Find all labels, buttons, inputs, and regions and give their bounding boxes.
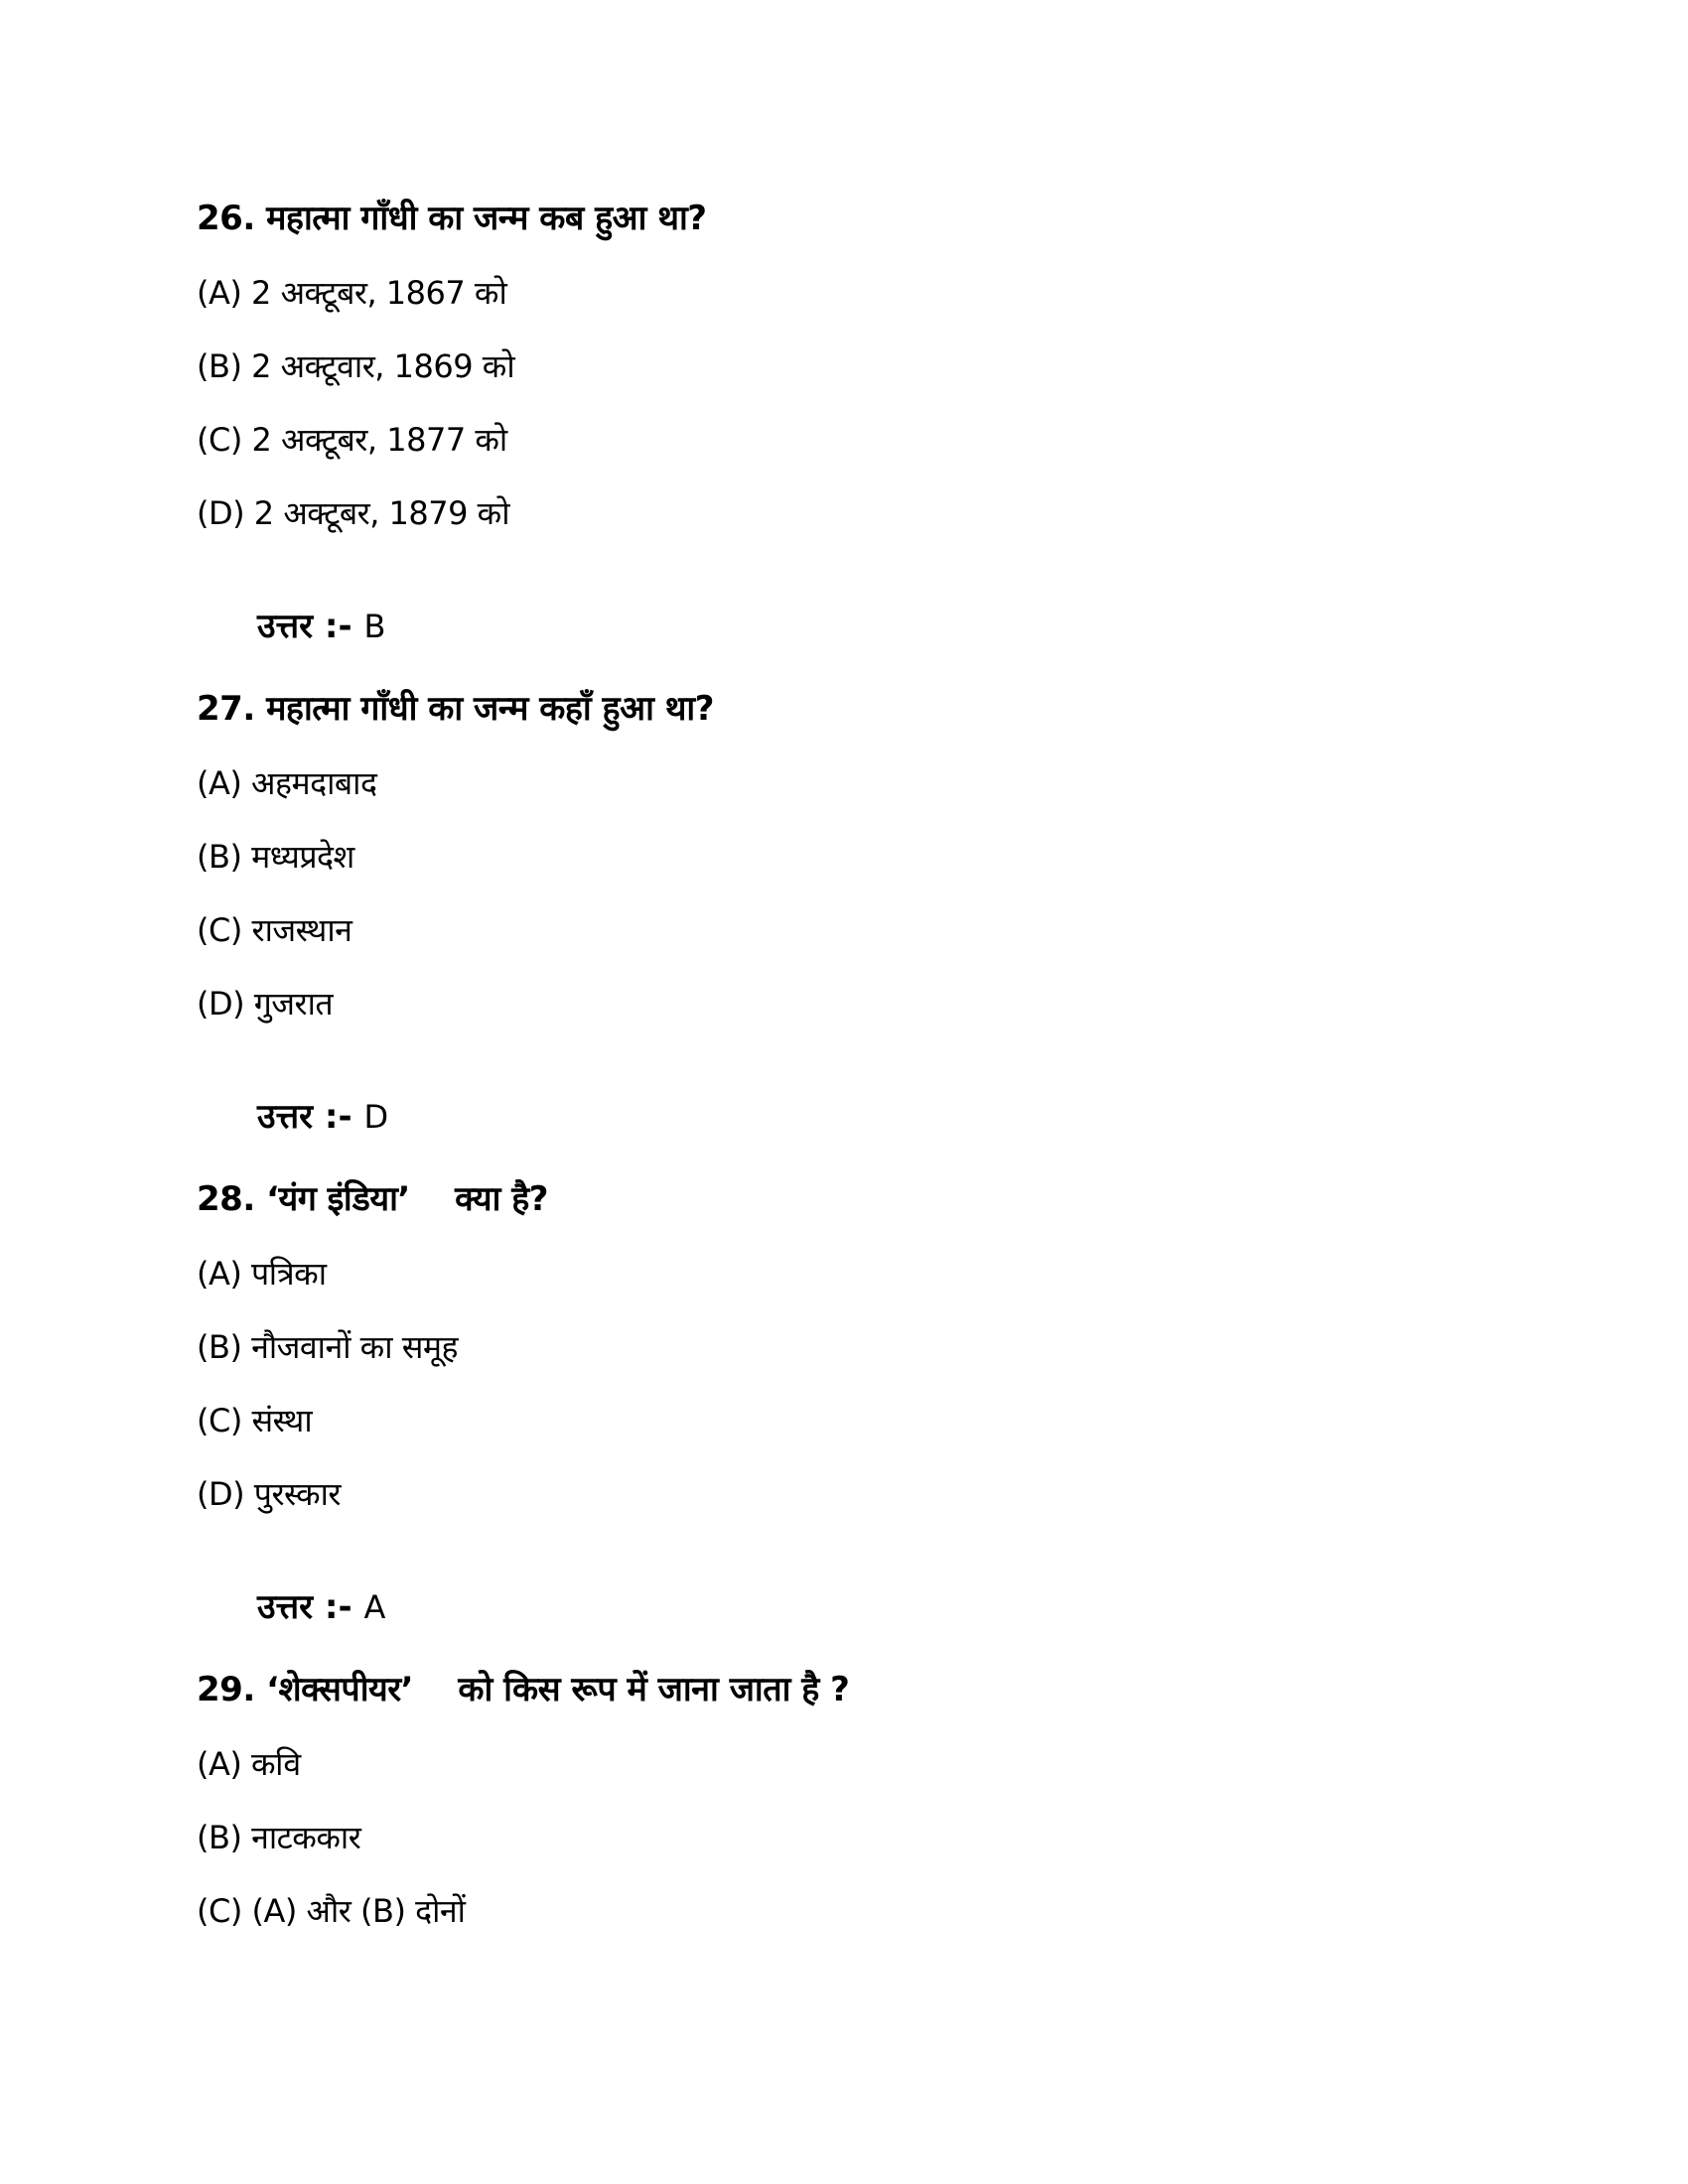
answer-value: D	[363, 1098, 389, 1136]
question-title: 28. ‘यंग इंडिया’ क्या है?	[197, 1179, 548, 1219]
option-a: (A) कवि	[197, 1745, 301, 1783]
answer	[197, 567, 385, 686]
answer	[197, 1548, 385, 1667]
option-d: (D) पुरस्कार	[197, 1475, 341, 1513]
question-title: 29. ‘शेक्सपीयर’ को किस रूप में जाना जाता है ?	[197, 1670, 850, 1709]
answer	[197, 1057, 388, 1176]
option-a: (A) पत्रिका	[197, 1255, 327, 1293]
option-b: (B) मध्यप्रदेश	[197, 838, 354, 876]
answer-label: उत्तर :-	[257, 1587, 364, 1627]
option-d: (D) गुजरात	[197, 985, 334, 1023]
answer-value: B	[363, 608, 386, 645]
option-d: (D) 2 अक्टूबर, 1879 को	[197, 494, 510, 532]
option-b: (B) 2 अक्टूवार, 1869 को	[197, 347, 515, 385]
question-title: 26. महात्मा गाँधी का जन्म कब हुआ था?	[197, 199, 707, 238]
option-c: (C) (A) और (B) दोनों	[197, 1892, 466, 1930]
option-b: (B) नौजवानों का समूह	[197, 1328, 458, 1366]
answer-label: उत्तर :-	[257, 1097, 364, 1137]
answer-value: A	[363, 1588, 386, 1626]
option-a: (A) अहमदाबाद	[197, 764, 377, 802]
answer-label: उत्तर :-	[257, 607, 364, 646]
option-c: (C) 2 अक्टूबर, 1877 को	[197, 421, 507, 459]
option-c: (C) राजस्थान	[197, 911, 352, 949]
option-b: (B) नाटककार	[197, 1819, 361, 1856]
question-title: 27. महात्मा गाँधी का जन्म कहाँ हुआ था?	[197, 689, 714, 729]
option-a: (A) 2 अक्टूबर, 1867 को	[197, 274, 507, 312]
option-c: (C) संस्था	[197, 1402, 313, 1439]
